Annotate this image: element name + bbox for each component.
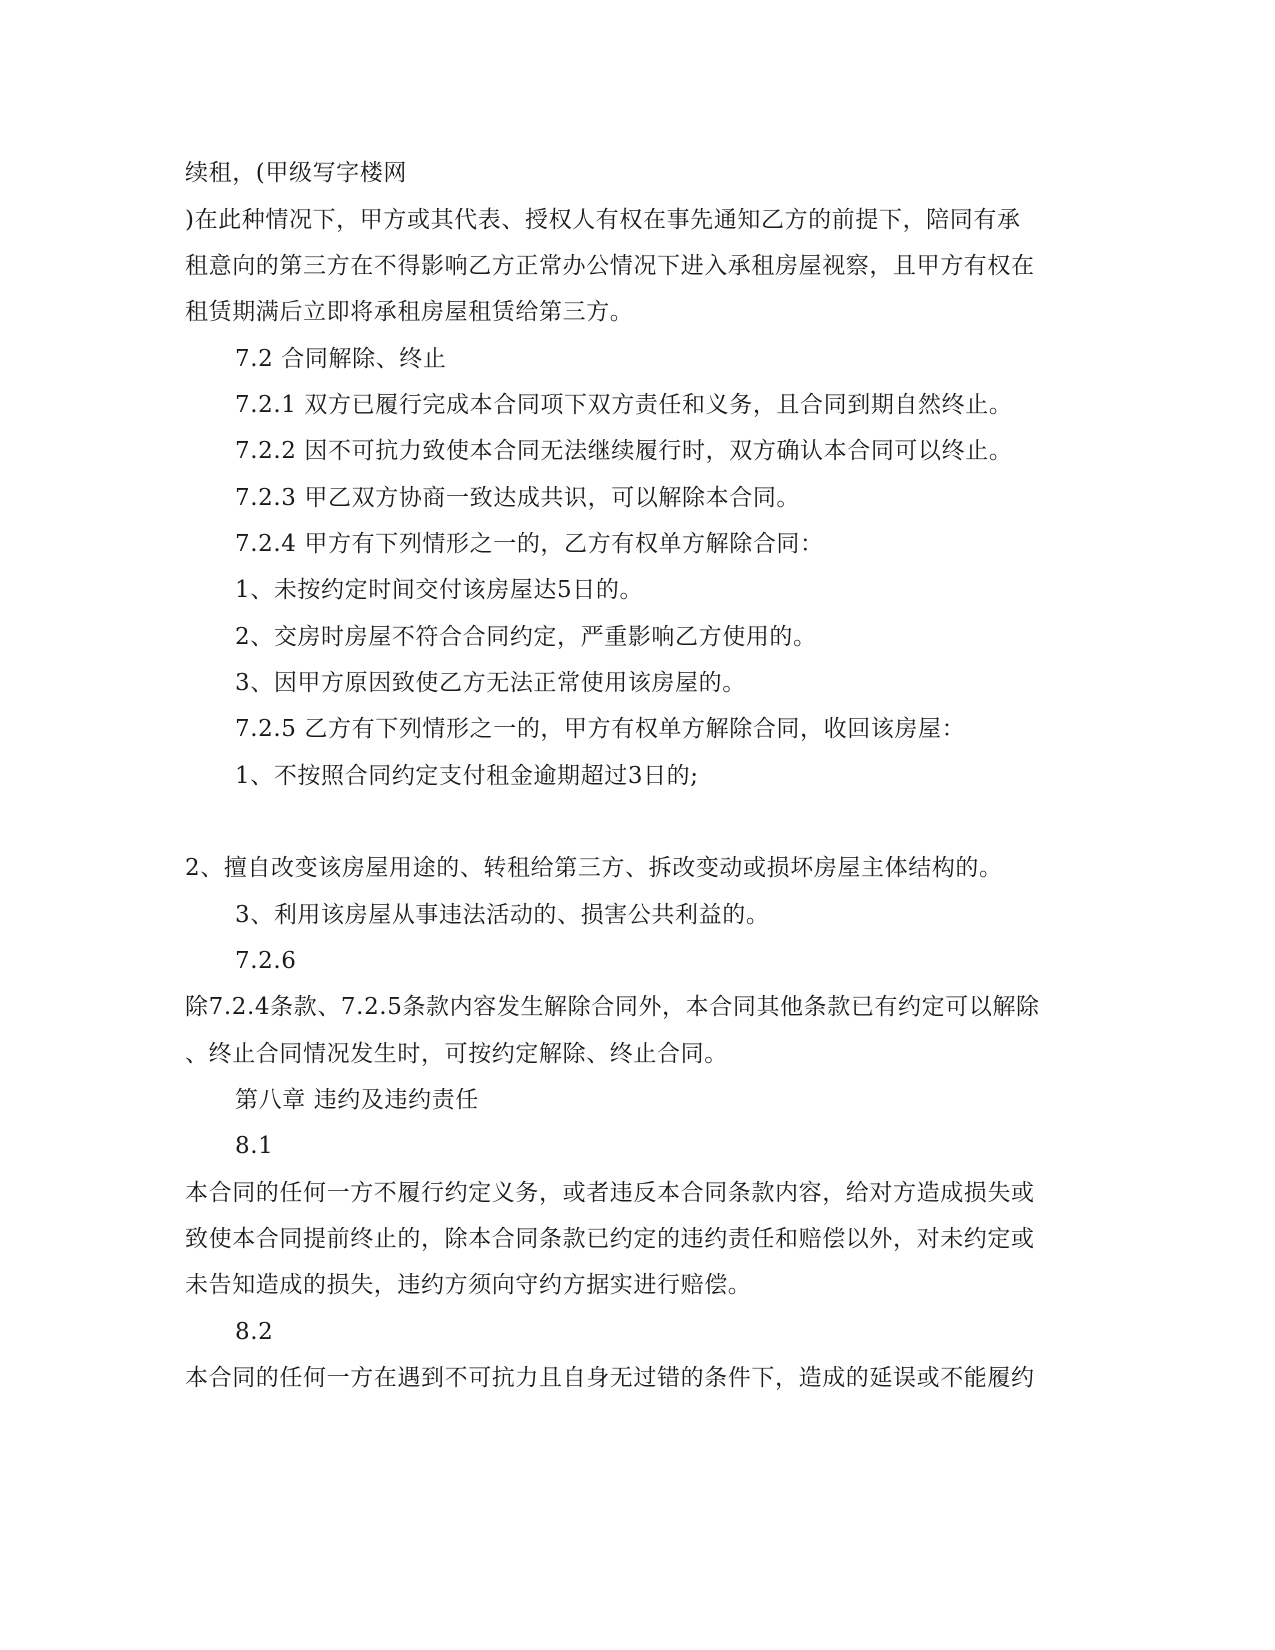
- list-item: 1、不按照合同约定支付租金逾期超过3日的;: [235, 763, 699, 789]
- text-line: 租赁期满后立即将承租房屋租赁给第三方。: [185, 299, 634, 325]
- list-item: 2、交房时房屋不符合合同约定，严重影响乙方使用的。: [235, 624, 817, 650]
- chapter-heading: 第八章 违约及违约责任: [235, 1087, 479, 1113]
- clause-number: 8.1: [235, 1133, 274, 1159]
- section-heading: 7.2 合同解除、终止: [235, 346, 447, 372]
- clause: 7.2.5 乙方有下列情形之一的，甲方有权单方解除合同，收回该房屋：: [235, 716, 966, 742]
- list-item: 3、利用该房屋从事违法活动的、损害公共利益的。: [235, 902, 770, 928]
- clause: 7.2.3 甲乙双方协商一致达成共识，可以解除本合同。: [235, 485, 801, 511]
- list-item: 3、因甲方原因致使乙方无法正常使用该房屋的。: [235, 670, 746, 696]
- clause: 7.2.4 甲方有下列情形之一的，乙方有权单方解除合同：: [235, 531, 824, 557]
- text-line: 除7.2.4条款、7.2.5条款内容发生解除合同外，本合同其他条款已有约定可以解除: [185, 994, 1040, 1020]
- text-line: 本合同的任何一方在遇到不可抗力且自身无过错的条件下，造成的延误或不能履约: [185, 1365, 1035, 1391]
- text-line: 本合同的任何一方不履行约定义务，或者违反本合同条款内容，给对方造成损失或: [185, 1180, 1035, 1206]
- text-line: )在此种情况下，甲方或其代表、授权人有权在事先通知乙方的前提下，陪同有承: [185, 207, 1021, 233]
- clause-number: 8.2: [235, 1319, 274, 1345]
- text-line: 致使本合同提前终止的，除本合同条款已约定的违约责任和赔偿以外，对未约定或: [185, 1226, 1035, 1252]
- list-item: 2、擅自改变该房屋用途的、转租给第三方、拆改变动或损坏房屋主体结构的。: [185, 855, 1003, 881]
- list-item: 1、未按约定时间交付该房屋达5日的。: [235, 577, 644, 603]
- text-line: 、终止合同情况发生时，可按约定解除、终止合同。: [185, 1041, 728, 1067]
- text-line: 续租，(甲级写字楼网: [185, 160, 407, 186]
- text-line: 租意向的第三方在不得影响乙方正常办公情况下进入承租房屋视察，且甲方有权在: [185, 253, 1035, 279]
- clause: 7.2.1 双方已履行完成本合同项下双方责任和义务，且合同到期自然终止。: [235, 392, 1013, 418]
- clause-number: 7.2.6: [235, 948, 297, 974]
- text-line: 未告知造成的损失，违约方须向守约方据实进行赔偿。: [185, 1272, 752, 1298]
- clause: 7.2.2 因不可抗力致使本合同无法继续履行时，双方确认本合同可以终止。: [235, 438, 1013, 464]
